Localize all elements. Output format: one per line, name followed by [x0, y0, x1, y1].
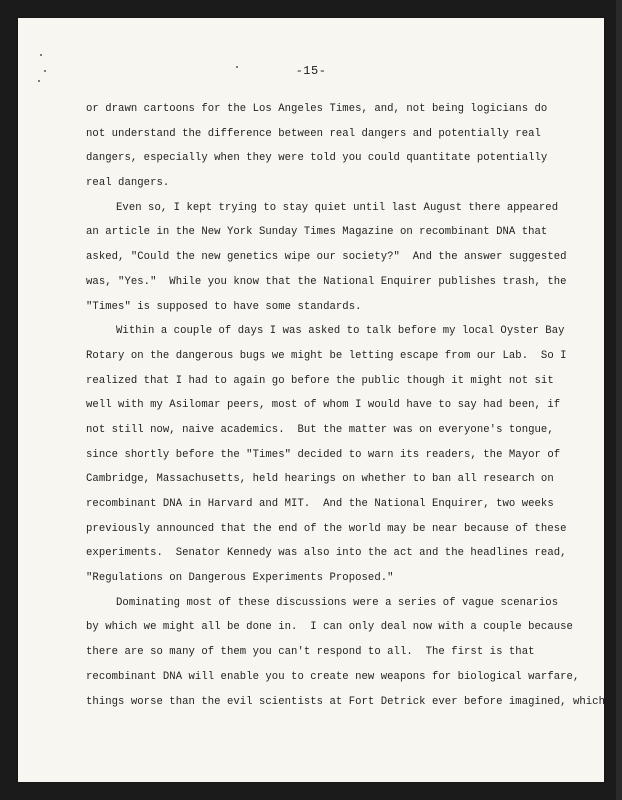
paragraph-start-line: Even so, I kept trying to stay quiet until last August there appeared: [116, 201, 559, 214]
text-line: things worse than the evil scientists at Fort Detrick ever before imagined, which: [86, 695, 605, 708]
paper-speck: [40, 54, 42, 56]
text-line: Cambridge, Massachusetts, held hearings on whether to ban all research on: [86, 473, 554, 486]
text-line: since shortly before the "Times" decided to warn its readers, the Mayor of: [86, 448, 561, 461]
paragraph-start-line: Within a couple of days I was asked to talk before my local Oyster Bay: [116, 325, 565, 338]
document-page: [18, 18, 604, 782]
text-line: well with my Asilomar peers, most of whom I would have to say had been, if: [86, 399, 561, 412]
text-line: dangers, especially when they were told you could quantitate potentially: [86, 152, 548, 165]
text-line: experiments. Senator Kennedy was also into the act and the headlines read,: [86, 547, 567, 560]
scan-border: [616, 0, 622, 800]
text-line: previously announced that the end of the world may be near because of these: [86, 522, 567, 535]
text-line: realized that I had to again go before the public though it might not sit: [86, 374, 554, 387]
text-line: Rotary on the dangerous bugs we might be letting escape from our Lab. So I: [86, 349, 567, 362]
text-line: an article in the New York Sunday Times Magazine on recombinant DNA that: [86, 226, 548, 239]
text-line: not still now, naive academics. But the matter was on everyone's tongue,: [86, 423, 554, 436]
text-line: asked, "Could the new genetics wipe our society?" And the answer suggested: [86, 251, 567, 264]
text-line: was, "Yes." While you know that the National Enquirer publishes trash, the: [86, 275, 567, 288]
page-number: -15-: [295, 64, 327, 78]
text-line: or drawn cartoons for the Los Angeles Times, and, not being logicians do: [86, 103, 548, 115]
paper-speck: [38, 80, 40, 82]
text-line: by which we might all be done in. I can only deal now with a couple because: [86, 621, 573, 634]
text-line: not understand the difference between real dangers and potentially real: [86, 127, 541, 140]
text-line: "Regulations on Dangerous Experiments Proposed.": [86, 572, 394, 585]
text-line: real dangers.: [86, 177, 170, 190]
text-line: recombinant DNA will enable you to create new weapons for biological warfare,: [86, 670, 580, 683]
text-line: recombinant DNA in Harvard and MIT. And the National Enquirer, two weeks: [86, 498, 554, 510]
paragraph-start-line: Dominating most of these discussions were a series of vague scenarios: [116, 596, 559, 609]
text-line: "Times" is supposed to have some standards.: [86, 300, 362, 313]
text-line: there are so many of them you can't respond to all. The first is that: [86, 646, 535, 659]
typed-body-text: [86, 97, 605, 714]
